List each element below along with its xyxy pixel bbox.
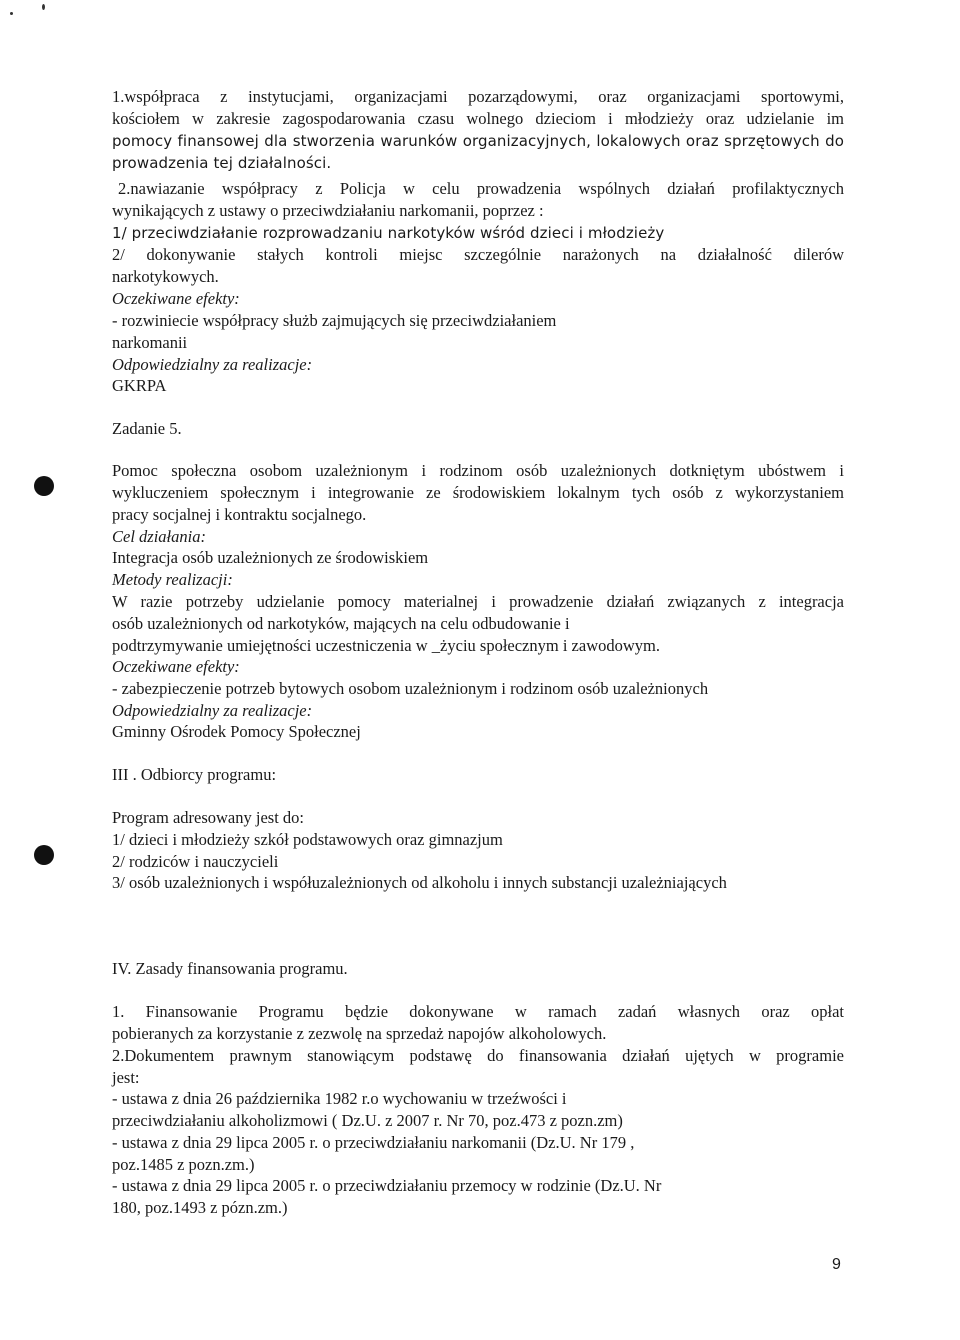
text-line-l22: W razie potrzeby udzielanie pomocy materialnej i prowadzenie działań związanych z integracja (112, 592, 844, 611)
text-line-l15: Zadanie 5. (112, 419, 182, 438)
text-line-l10: Oczekiwane efekty: (112, 289, 240, 308)
text-line-l40: przeciwdziałaniu alkoholizmowi ( Dz.U. z 2007 r. Nr 70, poz.473 z pozn.zm) (112, 1111, 623, 1130)
text-line-l3: pomocy finansowej dla stworzenia warunków organizacyjnych, lokalowych oraz sprzętowych do (112, 132, 844, 150)
text-line-l24: podtrzymywanie umiejętności uczestniczenia w _życiu społecznym i zawodowym. (112, 636, 660, 655)
page-number: 9 (832, 1256, 841, 1273)
text-line-l34: IV. Zasady finansowania programu. (112, 959, 348, 978)
text-line-l12: narkomanii (112, 333, 188, 352)
text-line-l9: narkotykowych. (112, 267, 219, 286)
scan-speck (10, 12, 13, 15)
text-line-l20: Integracja osób uzależnionych ze środowiskiem (112, 548, 429, 567)
text-line-l6: wynikających z ustawy o przeciwdziałaniu narkomanii, poprzez : (112, 201, 544, 220)
text-line-l18: pracy socjalnej i kontraktu socjalnego. (112, 505, 367, 524)
text-line-l35: 1. Finansowanie Programu będzie dokonywane w ramach zadań własnych oraz opłat (112, 1002, 844, 1021)
text-line-l5: 2.nawiazanie współpracy z Policja w celu prowadzenia wspólnych działań profilaktycznych (118, 179, 844, 198)
text-line-l29: III . Odbiorcy programu: (112, 765, 277, 784)
punch-hole-bottom (34, 845, 54, 865)
text-line-l13: Odpowiedzialny za realizacje: (112, 355, 313, 374)
text-line-l32: 2/ rodziców i nauczycieli (112, 852, 279, 871)
text-line-l44: 180, poz.1493 z pózn.zm.) (112, 1198, 288, 1217)
text-line-l19: Cel działania: (112, 527, 206, 546)
text-line-l25: Oczekiwane efekty: (112, 657, 240, 676)
text-line-l36: pobieranych za korzystanie z zezwolę na sprzedaż napojów alkoholowych. (112, 1024, 607, 1043)
text-line-l37: 2.Dokumentem prawnym stanowiącym podstawę do finansowania działań ujętych w programie (112, 1046, 844, 1065)
scan-speck (42, 4, 45, 10)
text-line-l11: - rozwiniecie współpracy służb zajmujących się przeciwdziałaniem (112, 311, 557, 330)
text-line-l39: - ustawa z dnia 26 października 1982 r.o wychowaniu w trzeźwości i (112, 1089, 567, 1108)
text-line-l2: kościołem w zakresie zagospodarowania czasu wolnego dzieciom i młodzieży oraz udzielanie im (112, 109, 844, 128)
text-line-l7: 1/ przeciwdziałanie rozprowadzaniu narkotyków wśród dzieci i młodzieży (112, 224, 665, 242)
text-line-l17: wykluczeniem społecznym i integrowanie ze środowiskiem lokalnym tych osób z wykorzystaniem (112, 483, 844, 502)
text-line-l41: - ustawa z dnia 29 lipca 2005 r. o przeciwdziałaniu narkomanii (Dz.U. Nr 179 , (112, 1133, 635, 1152)
text-line-l30: Program adresowany jest do: (112, 808, 304, 827)
text-line-l27: Odpowiedzialny za realizacje: (112, 701, 313, 720)
text-line-l43: - ustawa z dnia 29 lipca 2005 r. o przeciwdziałaniu przemocy w rodzinie (Dz.U. Nr (112, 1176, 662, 1195)
text-line-l26: - zabezpieczenie potrzeb bytowych osobom uzależnionym i rodzinom osób uzależnionych (112, 679, 709, 698)
text-line-l38: jest: (112, 1068, 140, 1087)
text-line-l42: poz.1485 z pozn.zm.) (112, 1155, 255, 1174)
text-line-l33: 3/ osób uzależnionych i współuzależnionych od alkoholu i innych substancji uzależniających (112, 873, 727, 892)
text-line-l16: Pomoc społeczna osobom uzależnionym i rodzinom osób uzależnionych dotkniętym ubóstwem i (112, 461, 844, 480)
punch-hole-top (34, 476, 54, 496)
text-line-l14: GKRPA (112, 376, 167, 395)
text-line-l21: Metody realizacji: (112, 570, 233, 589)
text-line-l4: prowadzenia tej działalności. (112, 154, 332, 172)
text-line-l1: 1.współpraca z instytucjami, organizacjami pozarządowymi, oraz organizacjami sportowymi, (112, 87, 844, 106)
text-line-l8: 2/ dokonywanie stałych kontroli miejsc szczególnie narażonych na działalność dilerów (112, 245, 844, 264)
text-line-l31: 1/ dzieci i młodzieży szkół podstawowych oraz gimnazjum (112, 830, 503, 849)
text-line-l23: osób uzależnionych od narkotyków, mających na celu odbudowanie i (112, 614, 570, 633)
text-line-l28: Gminny Ośrodek Pomocy Społecznej (112, 722, 361, 741)
